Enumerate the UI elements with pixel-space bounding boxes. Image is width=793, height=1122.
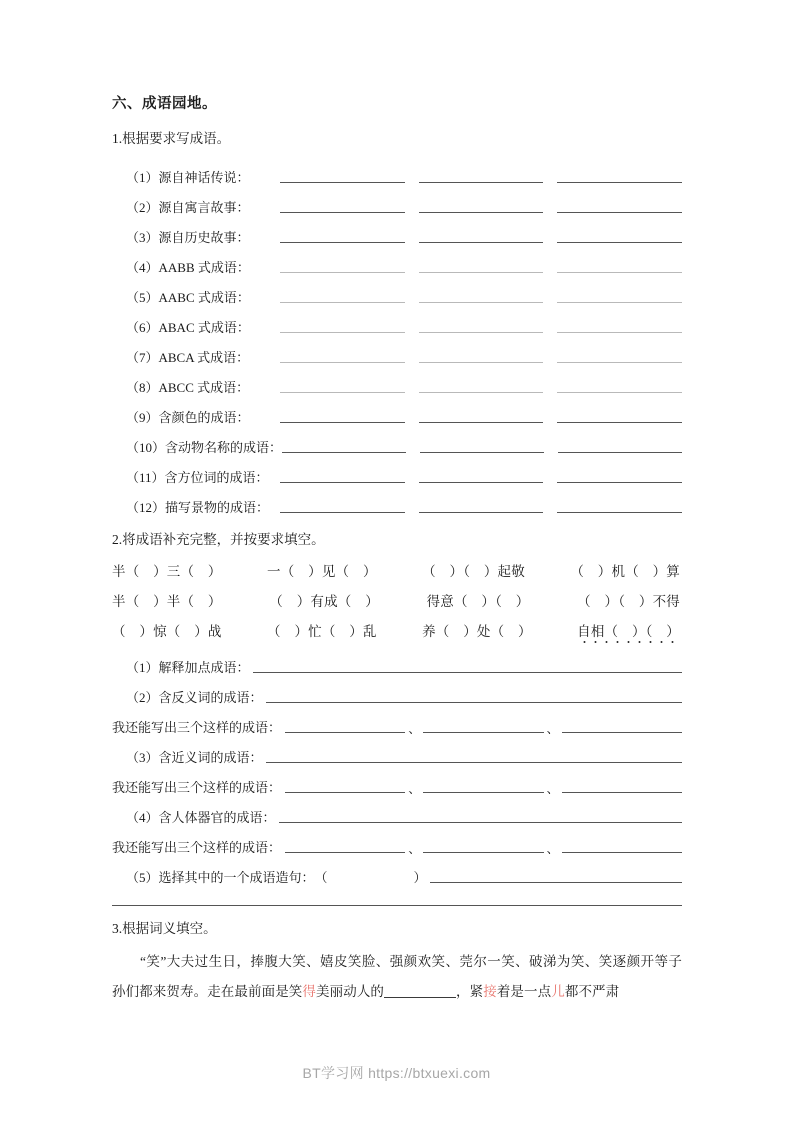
subquestion-row bbox=[112, 857, 682, 887]
subquestion-row bbox=[112, 737, 682, 767]
requirement-label: （12）描写景物的成语： bbox=[126, 499, 270, 515]
blank-separator: 、 bbox=[546, 782, 559, 797]
answer-blank[interactable] bbox=[419, 331, 544, 333]
requirement-label: （7）ABCA 式成语： bbox=[126, 349, 250, 365]
answer-blank[interactable] bbox=[557, 361, 682, 363]
requirement-label: （3）源自历史故事： bbox=[126, 229, 250, 245]
requirement-row bbox=[112, 487, 682, 517]
answer-blank-group bbox=[280, 211, 682, 217]
answer-blank-group bbox=[280, 301, 682, 307]
answer-blank-group bbox=[280, 421, 682, 427]
answer-blank[interactable] bbox=[419, 361, 544, 363]
idiom-grid-row bbox=[112, 617, 682, 647]
answer-blank[interactable] bbox=[280, 181, 405, 183]
paren-open: （ bbox=[314, 870, 328, 886]
idiom-grid-row bbox=[112, 557, 682, 587]
question-2-title: 2.将成语补充完整，并按要求填空。 bbox=[112, 531, 325, 547]
answer-blank[interactable] bbox=[266, 701, 682, 703]
answer-blank[interactable] bbox=[280, 481, 405, 483]
requirement-label: （5）AABC 式成语： bbox=[126, 289, 250, 305]
idiom-cell[interactable]: 半（ ）半（ ） bbox=[112, 594, 222, 610]
answer-blank-group bbox=[280, 241, 682, 247]
subquestion-label: 我还能写出三个这样的成语： bbox=[112, 720, 282, 736]
answer-blank[interactable] bbox=[562, 851, 682, 853]
highlight-char-de: 得 bbox=[302, 984, 317, 1000]
answer-blank[interactable] bbox=[285, 851, 405, 853]
answer-blank[interactable] bbox=[423, 731, 543, 733]
paragraph-text-1: “笑”大夫过生日，捧腹大笑、嬉皮笑脸、强颜欢笑、莞尔一笑、破涕为笑、笑逐颜开等子孙们都来贺寿。走在最前面是笑 bbox=[112, 954, 682, 1000]
answer-blank-group bbox=[280, 361, 682, 367]
question-1-list bbox=[112, 157, 682, 517]
idiom-cell[interactable]: （ ）机（ ）算 bbox=[570, 564, 680, 580]
subquestion-label: 我还能写出三个这样的成语： bbox=[112, 840, 282, 856]
answer-blank[interactable] bbox=[420, 451, 544, 453]
answer-blank[interactable] bbox=[557, 181, 682, 183]
requirement-label: （8）ABCC 式成语： bbox=[126, 379, 250, 395]
subquestion-label: （3）含近义词的成语： bbox=[126, 750, 263, 766]
requirement-row bbox=[112, 397, 682, 427]
answer-blank[interactable] bbox=[280, 331, 405, 333]
site-watermark: BT学习网 https://btxuexi.com bbox=[302, 1065, 491, 1081]
answer-blank-group bbox=[285, 783, 682, 797]
subquestion-label: （1）解释加点成语： bbox=[126, 660, 250, 676]
idiom-cell[interactable]: 半（ ）三（ ） bbox=[112, 564, 222, 580]
answer-blank[interactable] bbox=[423, 851, 543, 853]
subquestion-row bbox=[112, 707, 682, 737]
idiom-grid-row bbox=[112, 587, 682, 617]
question-2-subitems bbox=[112, 647, 682, 887]
answer-blank[interactable] bbox=[419, 301, 544, 303]
requirement-label: （10）含动物名称的成语： bbox=[126, 439, 283, 455]
answer-blank-group bbox=[280, 271, 682, 277]
answer-blank[interactable] bbox=[557, 301, 682, 303]
answer-blank[interactable] bbox=[423, 791, 543, 793]
answer-blank[interactable] bbox=[280, 511, 405, 513]
highlight-char-jie: 接 bbox=[483, 984, 497, 1000]
paren-close: ） bbox=[413, 870, 427, 886]
answer-blank[interactable] bbox=[279, 821, 682, 823]
subquestion-row bbox=[112, 827, 682, 857]
answer-blank[interactable] bbox=[282, 451, 406, 453]
paragraph-text-4: 着是一点 bbox=[496, 984, 552, 1000]
answer-blank[interactable] bbox=[419, 391, 544, 393]
idiom-cell[interactable]: 一（ ）见（ ） bbox=[267, 564, 377, 580]
answer-blank-group bbox=[285, 723, 682, 737]
idiom-grid bbox=[112, 557, 682, 647]
requirement-row bbox=[112, 217, 682, 247]
idiom-cell[interactable]: 得意（ ）（ ） bbox=[426, 594, 530, 610]
subquestion-label: 我还能写出三个这样的成语： bbox=[112, 780, 282, 796]
answer-blank-group bbox=[280, 481, 682, 487]
answer-blank[interactable] bbox=[557, 421, 682, 423]
blank-separator: 、 bbox=[408, 782, 421, 797]
idiom-cell[interactable]: （ ）（ ）不得 bbox=[577, 594, 680, 610]
requirement-row bbox=[112, 367, 682, 397]
blank-separator: 、 bbox=[546, 722, 559, 737]
answer-blank[interactable] bbox=[266, 761, 682, 763]
answer-blank[interactable] bbox=[419, 421, 544, 423]
subquestion-row bbox=[112, 767, 682, 797]
answer-blank[interactable] bbox=[562, 731, 682, 733]
page-content bbox=[112, 96, 682, 1007]
highlight-char-er: 儿 bbox=[551, 984, 565, 1000]
idiom-cell-emphasized[interactable]: 自相（ ）（ ） bbox=[577, 617, 680, 647]
answer-blank[interactable] bbox=[430, 881, 682, 883]
answer-continuation-line[interactable] bbox=[112, 904, 682, 906]
answer-blank[interactable] bbox=[419, 181, 544, 183]
answer-blank[interactable] bbox=[557, 391, 682, 393]
answer-blank[interactable] bbox=[280, 361, 405, 363]
answer-blank[interactable] bbox=[280, 301, 405, 303]
answer-blank[interactable] bbox=[280, 271, 405, 273]
requirement-row bbox=[112, 277, 682, 307]
answer-blank[interactable] bbox=[280, 391, 405, 393]
answer-blank[interactable] bbox=[562, 791, 682, 793]
answer-blank[interactable] bbox=[253, 671, 682, 673]
answer-blank[interactable] bbox=[419, 271, 544, 273]
requirement-label: （11）含方位词的成语： bbox=[126, 469, 269, 485]
answer-blank[interactable] bbox=[280, 211, 405, 213]
requirement-row bbox=[112, 187, 682, 217]
answer-blank[interactable] bbox=[557, 241, 682, 243]
requirement-row bbox=[112, 307, 682, 337]
requirement-row bbox=[112, 157, 682, 187]
answer-blank-group bbox=[282, 451, 682, 457]
answer-blank[interactable] bbox=[419, 511, 544, 513]
subquestion-label: （5）选择其中的一个成语造句： bbox=[126, 870, 315, 886]
answer-blank[interactable] bbox=[419, 211, 544, 213]
question-3-paragraph bbox=[112, 947, 682, 1007]
subquestion-label: （2）含反义词的成语： bbox=[126, 690, 263, 706]
answer-blank[interactable] bbox=[557, 271, 682, 273]
question-3-title: 3.根据词义填空。 bbox=[112, 921, 217, 937]
answer-blank[interactable] bbox=[558, 451, 682, 453]
answer-blank-group bbox=[280, 391, 682, 397]
paragraph-text-2: 美丽动人的 bbox=[316, 984, 385, 1000]
answer-blank[interactable] bbox=[419, 241, 544, 243]
answer-blank-group bbox=[280, 331, 682, 337]
answer-blank-group bbox=[285, 843, 682, 857]
blank-separator: 、 bbox=[408, 842, 421, 857]
requirement-row bbox=[112, 337, 682, 367]
answer-blank[interactable] bbox=[280, 241, 405, 243]
requirement-row bbox=[112, 247, 682, 277]
paragraph-text-3: ，紧 bbox=[456, 984, 484, 1000]
idiom-cell[interactable]: （ ）有成（ ） bbox=[269, 594, 379, 610]
requirement-row bbox=[112, 457, 682, 487]
answer-blank[interactable] bbox=[557, 511, 682, 513]
subquestion-row bbox=[112, 797, 682, 827]
answer-blank[interactable] bbox=[557, 331, 682, 333]
requirement-label: （4）AABB 式成语： bbox=[126, 259, 250, 275]
section-heading: 六、成语园地。 bbox=[112, 96, 217, 112]
subquestion-row bbox=[112, 677, 682, 707]
answer-blank[interactable] bbox=[285, 731, 405, 733]
idiom-cell[interactable]: （ ）惊（ ）战 bbox=[112, 624, 222, 640]
answer-blank[interactable] bbox=[419, 481, 544, 483]
blank-separator: 、 bbox=[408, 722, 421, 737]
requirement-label: （9）含颜色的成语： bbox=[126, 409, 250, 425]
question-1-title: 1.根据要求写成语。 bbox=[112, 131, 231, 147]
inline-answer-blank[interactable] bbox=[384, 983, 456, 998]
subquestion-label: （4）含人体器官的成语： bbox=[126, 810, 276, 826]
idiom-choice-parenthesis[interactable] bbox=[315, 871, 427, 887]
idiom-cell[interactable]: （ ）忙（ ）乱 bbox=[267, 624, 377, 640]
answer-blank[interactable] bbox=[280, 421, 405, 423]
subquestion-row bbox=[112, 647, 682, 677]
requirement-label: （6）ABAC 式成语： bbox=[126, 319, 250, 335]
idiom-cell[interactable]: （ ）（ ）起敬 bbox=[422, 564, 525, 580]
requirement-row bbox=[112, 427, 682, 457]
answer-blank-group bbox=[280, 181, 682, 187]
blank-separator: 、 bbox=[546, 842, 559, 857]
paragraph-text-5: 都不严肃 bbox=[564, 984, 620, 1000]
idiom-cell[interactable]: 养（ ）处（ ） bbox=[422, 624, 532, 640]
answer-blank[interactable] bbox=[285, 791, 405, 793]
answer-blank[interactable] bbox=[557, 481, 682, 483]
answer-blank-group bbox=[280, 511, 682, 517]
answer-blank[interactable] bbox=[557, 211, 682, 213]
requirement-label: （1）源自神话传说： bbox=[126, 169, 250, 185]
requirement-label: （2）源自寓言故事： bbox=[126, 199, 250, 215]
